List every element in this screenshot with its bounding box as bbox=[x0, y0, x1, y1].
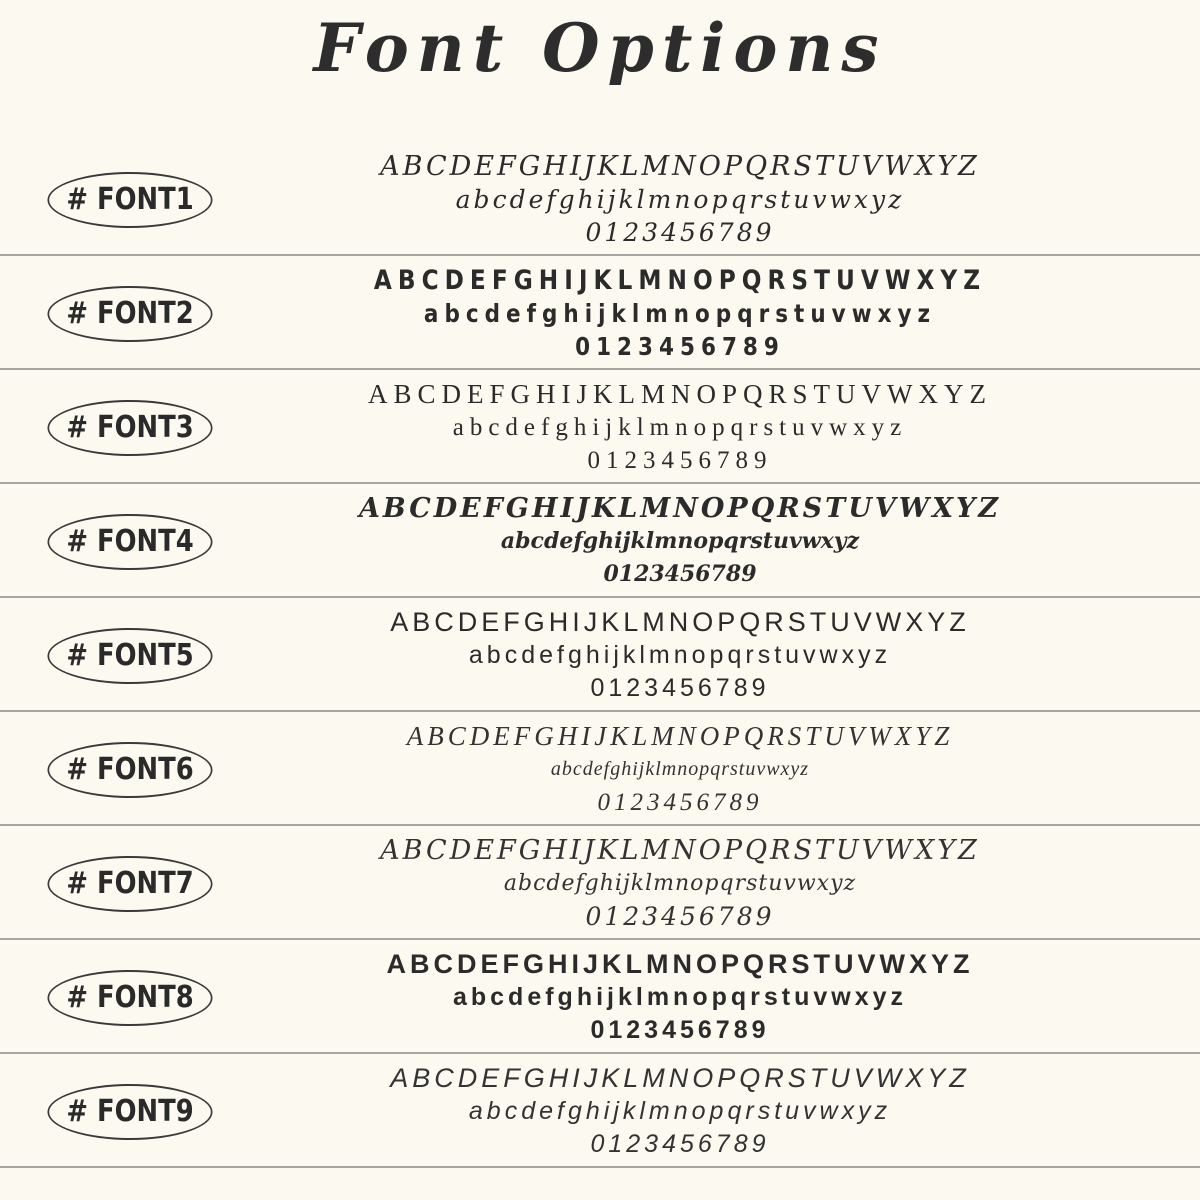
lowercase-sample: abcdefghijklmnopqrstuvwxyz bbox=[455, 185, 905, 214]
lowercase-sample: abcdefghijklmnopqrstuvwxyz bbox=[452, 414, 908, 441]
font-sample bbox=[260, 606, 1100, 705]
font-label-badge: # FONT5 bbox=[47, 628, 212, 684]
digits-sample: 0123456789 bbox=[597, 789, 763, 816]
font-option-row-4 bbox=[0, 484, 1200, 598]
font-sample bbox=[260, 378, 1100, 477]
lowercase-sample: abcdefghijklmnopqrstuvwxyz bbox=[452, 983, 908, 1011]
font-label-badge: # FONT9 bbox=[47, 1084, 212, 1140]
font-label-badge: # FONT7 bbox=[47, 856, 212, 912]
digits-sample: 0123456789 bbox=[590, 1130, 770, 1158]
font-option-row-5 bbox=[0, 598, 1200, 712]
lowercase-sample: abcdefghijklmnopqrstuvwxyz bbox=[468, 1097, 892, 1125]
uppercase-sample: ABCDEFGHIJKLMNOPQRSTUVWXYZ bbox=[380, 151, 980, 182]
font-option-row-2 bbox=[0, 256, 1200, 370]
font-option-row-9 bbox=[0, 1054, 1200, 1168]
uppercase-sample: ABCDEFGHIJKLMNOPQRSTUVWXYZ bbox=[373, 265, 987, 296]
uppercase-sample: ABCDEFGHIJKLMNOPQRSTUVWXYZ bbox=[390, 607, 970, 637]
font-label-badge: # FONT6 bbox=[47, 742, 212, 798]
font-sample bbox=[260, 264, 1100, 363]
lowercase-sample: abcdefghijklmnopqrstuvwxyz bbox=[500, 528, 860, 554]
lowercase-sample: abcdefghijklmnopqrstuvwxyz bbox=[423, 299, 937, 328]
page-title: Font Options bbox=[313, 9, 887, 87]
lowercase-sample: abcdefghijklmnopqrstuvwxyz bbox=[503, 871, 857, 896]
font-label-badge: # FONT8 bbox=[47, 970, 212, 1026]
uppercase-sample: ABCDEFGHIJKLMNOPQRSTUVWXYZ bbox=[367, 379, 993, 409]
font-sample bbox=[260, 720, 1100, 819]
font-option-list bbox=[0, 142, 1200, 1168]
uppercase-sample: ABCDEFGHIJKLMNOPQRSTUVWXYZ bbox=[386, 949, 974, 979]
font-label-badge: # FONT2 bbox=[47, 286, 212, 342]
font-sample bbox=[260, 1062, 1100, 1161]
digits-sample: 0123456789 bbox=[575, 332, 785, 361]
lowercase-sample: abcdefghijklmnopqrstuvwxyz bbox=[468, 641, 892, 669]
font-sample bbox=[260, 834, 1100, 933]
digits-sample: 0123456789 bbox=[590, 1016, 770, 1044]
digits-sample: 0123456789 bbox=[587, 447, 773, 474]
lowercase-sample: abcdefghijklmnopqrstuvwxyz bbox=[550, 758, 810, 780]
font-option-row-6 bbox=[0, 712, 1200, 826]
font-label-badge: # FONT1 bbox=[47, 172, 212, 228]
font-label-badge: # FONT3 bbox=[47, 400, 212, 456]
uppercase-sample: ABCDEFGHIJKLMNOPQRSTUVWXYZ bbox=[406, 721, 954, 751]
uppercase-sample: ABCDEFGHIJKLMNOPQRSTUVWXYZ bbox=[358, 493, 1002, 524]
font-option-row-8 bbox=[0, 940, 1200, 1054]
font-label-badge: # FONT4 bbox=[47, 514, 212, 570]
digits-sample: 0123456789 bbox=[585, 218, 775, 247]
uppercase-sample: ABCDEFGHIJKLMNOPQRSTUVWXYZ bbox=[390, 1063, 970, 1093]
font-sample bbox=[260, 150, 1100, 249]
font-sample bbox=[260, 948, 1100, 1047]
digits-sample: 0123456789 bbox=[590, 674, 770, 702]
font-option-row-7 bbox=[0, 826, 1200, 940]
uppercase-sample: ABCDEFGHIJKLMNOPQRSTUVWXYZ bbox=[380, 835, 980, 866]
digits-sample: 0123456789 bbox=[603, 561, 757, 587]
digits-sample: 0123456789 bbox=[585, 902, 775, 931]
font-option-row-3 bbox=[0, 370, 1200, 484]
font-option-row-1 bbox=[0, 142, 1200, 256]
font-sample bbox=[260, 492, 1100, 591]
